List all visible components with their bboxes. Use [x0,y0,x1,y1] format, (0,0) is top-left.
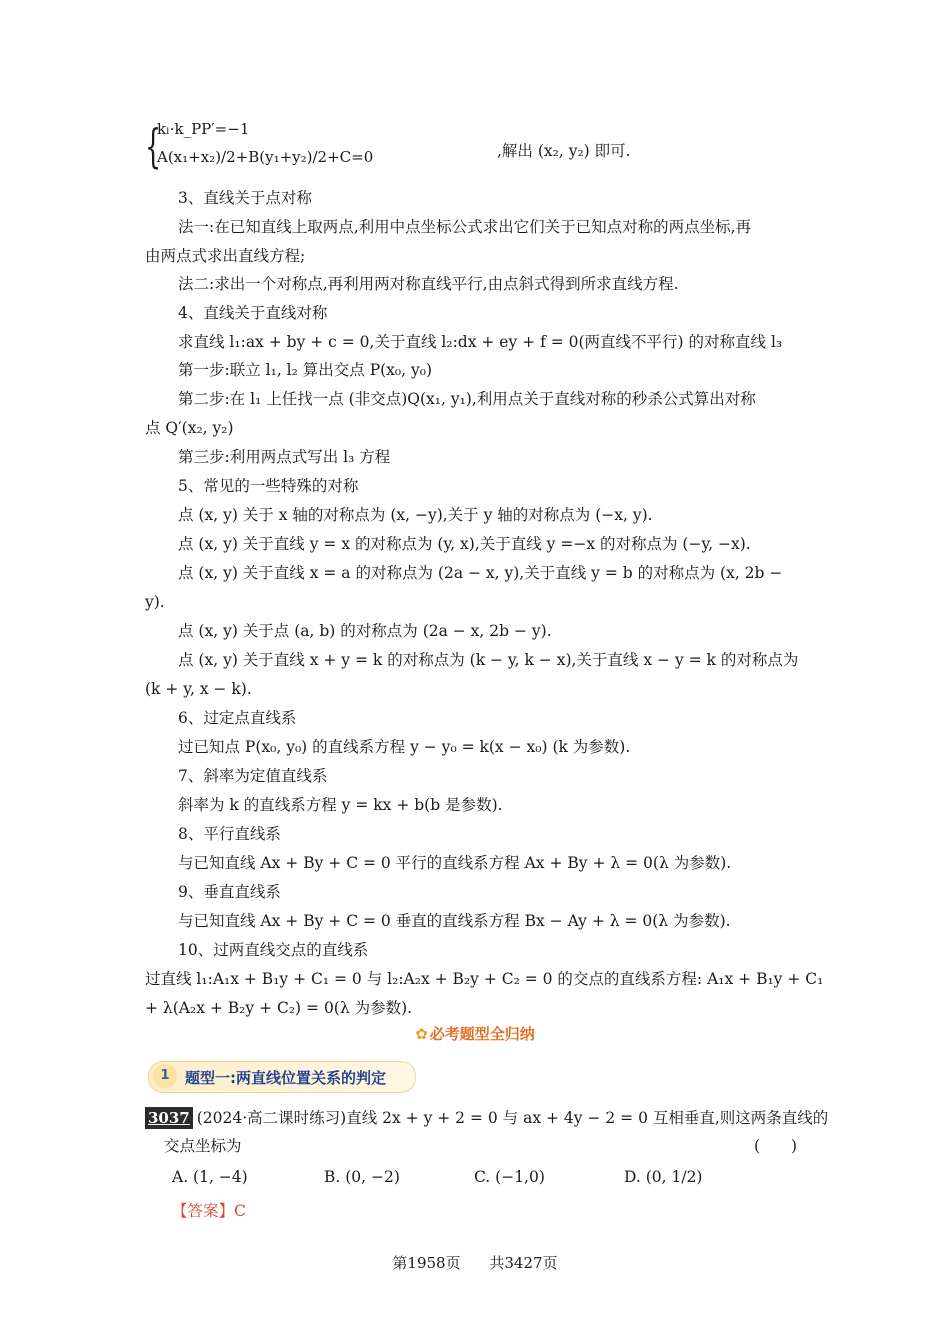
text-line: 第三步:利用两点式写出 l₃ 方程 [178,448,391,466]
text-line: 点 Q′(x₂, y₂) [145,419,234,437]
system-row-2: A(x₁+x₂)/2+B(y₁+y₂)/2+C=0 [157,148,374,166]
system-tail: ,解出 (x₂, y₂) 即可. [497,142,631,160]
text-line: 点 (x, y) 关于直线 x = a 的对称点为 (2a − x, y),关于直线 y = b 的对称点为 (x, 2b − [178,564,783,582]
equation-system [145,118,631,180]
text-line: 过直线 l₁:A₁x + B₁y + C₁ = 0 与 l₂:A₂x + B₂y + C₂ = 0 的交点的直线系方程: A₁x + B₁y + C₁ [145,970,824,988]
text-line: 10、过两直线交点的直线系 [178,941,369,959]
text-line: 与已知直线 Ax + By + C = 0 平行的直线系方程 Ax + By + λ = 0(λ 为参数). [178,854,732,872]
text-line: 法一:在已知直线上取两点,利用中点坐标公式求出它们关于已知点对称的两点坐标,再 [178,218,752,236]
system-row-1: kₗ·k_PP′=−1 [157,120,250,138]
question-line-2: 交点坐标为 [164,1137,242,1155]
text-line: 点 (x, y) 关于直线 x + y = k 的对称点为 (k − y, k − x),关于直线 x − y = k 的对称点为 [178,651,799,669]
text-line: 9、垂直直线系 [178,883,281,901]
option-c: C. (−1,0) [474,1168,545,1186]
text-line: 法二:求出一个对称点,再利用两对称直线平行,由点斜式得到所求直线方程. [178,275,679,293]
text-line: 斜率为 k 的直线系方程 y = kx + b(b 是参数). [178,796,503,814]
text-line: (k + y, x − k). [145,680,252,698]
text-line: 3、直线关于点对称 [178,189,312,207]
answer-label: 【答案】C [172,1202,246,1220]
text-line: 第一步:联立 l₁, l₂ 算出交点 P(x₀, y₀) [178,361,433,379]
text-line: 5、常见的一些特殊的对称 [178,477,359,495]
question-stem: (2024·高二课时练习)直线 2x + y + 2 = 0 与 ax + 4y − 2 = 0 互相垂直,则这两条直线的 [196,1109,829,1127]
section-title: ✿ 必考题型全归纳 [415,1025,535,1043]
option-d: D. (0, 1/2) [624,1168,703,1186]
answer-paren: ( ) [754,1137,798,1155]
text-line: 点 (x, y) 关于直线 y = x 的对称点为 (y, x),关于直线 y =−x 的对称点为 (−y, −x). [178,535,751,553]
text-line: 过已知点 P(x₀, y₀) 的直线系方程 y − y₀ = k(x − x₀) (k 为参数). [178,738,631,756]
option-a: A. (1, −4) [172,1168,248,1186]
page-number: 第1958页 [392,1254,461,1272]
text-line: + λ(A₂x + B₂y + C₂) = 0(λ 为参数). [145,999,413,1017]
question-type-banner [148,1061,416,1093]
text-line: 由两点式求出直线方程; [145,247,306,265]
question-type-number: 1 [153,1064,177,1088]
text-line: 点 (x, y) 关于点 (a, b) 的对称点为 (2a − x, 2b − y). [178,622,552,640]
flower-icon: ✿ [415,1025,428,1043]
page-footer [0,1252,950,1273]
text-line: 4、直线关于直线对称 [178,304,328,322]
question-type-label: 题型一:两直线位置关系的判定 [185,1069,386,1087]
text-line: y). [145,593,165,611]
text-line: 6、过定点直线系 [178,709,297,727]
left-brace: { [145,119,162,173]
option-b: B. (0, −2) [324,1168,400,1186]
text-line: 7、斜率为定值直线系 [178,767,328,785]
text-line: 求直线 l₁:ax + by + c = 0,关于直线 l₂:dx + ey + f = 0(两直线不平行) 的对称直线 l₃ [178,333,783,351]
text-line: 第二步:在 l₁ 上任找一点 (非交点)Q(x₁, y₁),利用点关于直线对称的秒杀公式算出对称 [178,390,756,408]
question-id: 3037 [145,1107,193,1129]
text-line: 8、平行直线系 [178,825,281,843]
question-line-1 [145,1107,828,1129]
text-line: 与已知直线 Ax + By + C = 0 垂直的直线系方程 Bx − Ay + λ = 0(λ 为参数). [178,912,731,930]
text-line: 点 (x, y) 关于 x 轴的对称点为 (x, −y),关于 y 轴的对称点为 (−x, y). [178,506,653,524]
total-pages: 共3427页 [489,1254,558,1272]
